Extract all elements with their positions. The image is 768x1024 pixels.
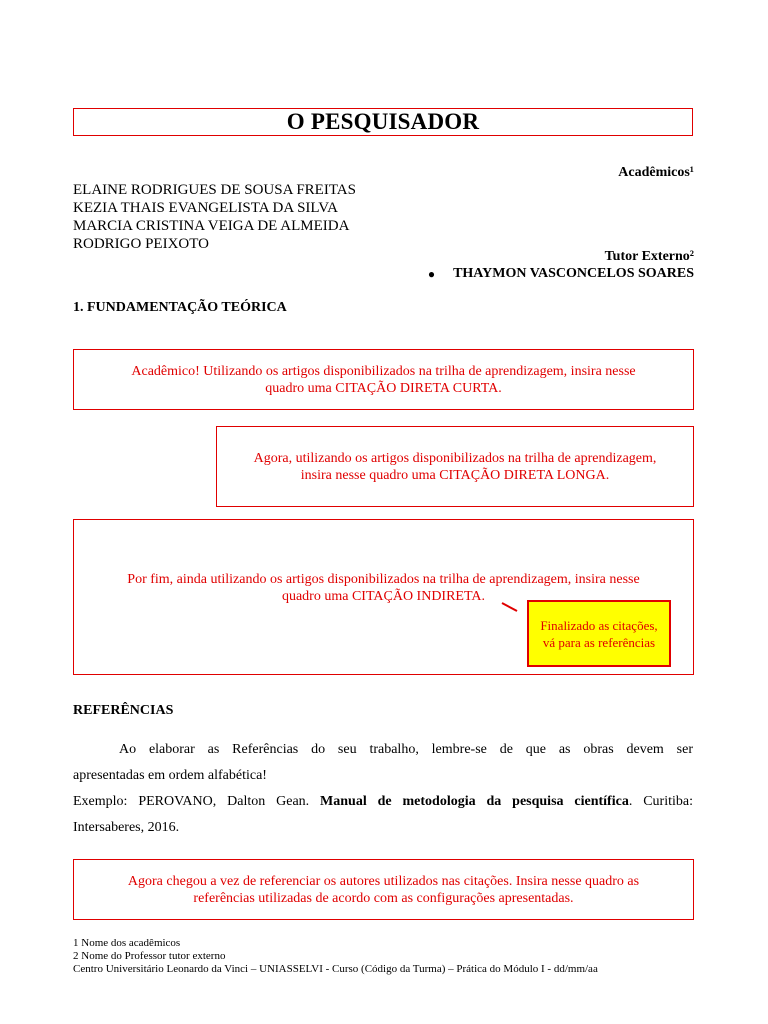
tutor-line (428, 266, 694, 282)
footnote: 2 Nome do Professor tutor externo (73, 950, 226, 962)
instruction-line: Acadêmico! Utilizando os artigos disponibilizados na trilha de aprendizagem, insira nesse (131, 363, 636, 379)
short-quote-box[interactable] (73, 349, 694, 410)
page-title-text: O PESQUISADOR (286, 109, 480, 134)
long-quote-instructions (254, 450, 657, 484)
example-suffix: . Curitiba: Intersaberes, 2016. (73, 794, 693, 835)
references-instructions (128, 873, 639, 907)
academic-name: KEZIA THAIS EVANGELISTA DA SILVA (73, 200, 338, 216)
reference-example (73, 789, 693, 841)
academic-name: ELAINE RODRIGUES DE SOUSA FREITAS (73, 182, 356, 198)
academic-name: MARCIA CRISTINA VEIGA DE ALMEIDA (73, 218, 350, 234)
example-prefix: Exemplo: PEROVANO, Dalton Gean. (73, 794, 321, 809)
callout-note-text: Finalizado as citações, vá para as referências (540, 617, 658, 650)
instruction-line: referências utilizadas de acordo com as configurações apresentadas. (193, 890, 574, 906)
long-quote-box[interactable] (216, 426, 694, 507)
page-title (73, 108, 693, 136)
callout-note (527, 600, 671, 667)
references-box[interactable] (73, 859, 694, 920)
academics-label: Acadêmicos¹ (618, 165, 694, 180)
tutor-name: THAYMON VASCONCELOS SOARES (453, 266, 694, 281)
intro-line: Ao elaborar as Referências do seu trabalho, lembre-se de que as obras devem ser (119, 742, 693, 757)
section-heading-referencias: REFERÊNCIAS (73, 703, 174, 718)
page-footer: Centro Universitário Leonardo da Vinci – UNIASSELVI - Curso (Código da Turma) – Prática do Módulo I - dd/mm/aa (73, 963, 598, 975)
instruction-line: Agora chegou a vez de referenciar os autores utilizados nas citações. Insira nesse quadro as (127, 873, 640, 889)
academic-name: RODRIGO PEIXOTO (73, 236, 209, 252)
references-intro (73, 737, 693, 789)
callout-pointer-icon (500, 601, 520, 613)
instruction-line: quadro uma CITAÇÃO INDIRETA. (281, 589, 486, 604)
instruction-line: Agora, utilizando os artigos disponibilizados na trilha de aprendizagem, (253, 450, 657, 466)
intro-line: apresentadas em ordem alfabética! (73, 768, 267, 783)
instruction-line: Por fim, ainda utilizando os artigos disponibilizados na trilha de aprendizagem, insira nesse (127, 572, 640, 587)
instruction-line: insira nesse quadro uma CITAÇÃO DIRETA LONGA. (300, 467, 610, 483)
footnotes (73, 937, 598, 976)
footnote: 1 Nome dos acadêmicos (73, 937, 181, 949)
instruction-line: quadro uma CITAÇÃO DIRETA CURTA. (265, 380, 502, 396)
tutor-label: Tutor Externo² (604, 249, 694, 264)
bullet-icon: ● (427, 266, 436, 281)
academics-list (73, 181, 356, 253)
example-book-title: Manual de metodologia da pesquisa científica (320, 794, 629, 809)
section-heading-fundamentacao: 1. FUNDAMENTAÇÃO TEÓRICA (73, 300, 287, 315)
short-quote-instructions (131, 363, 635, 397)
